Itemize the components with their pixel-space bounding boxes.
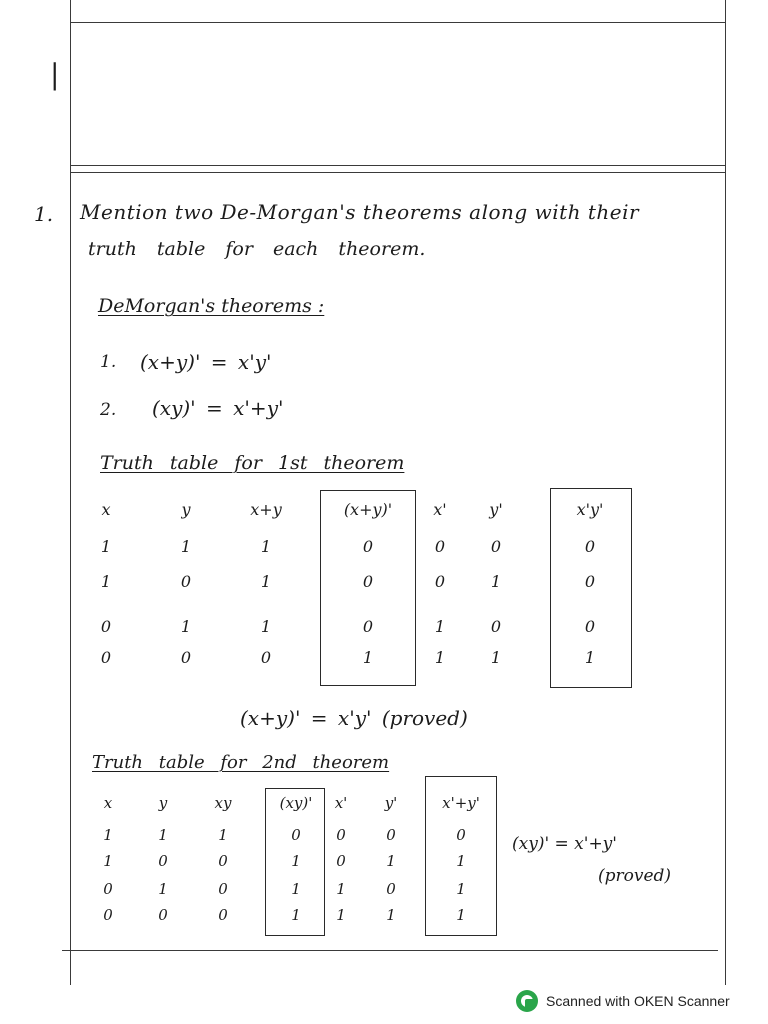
scanner-footer — [516, 990, 730, 1012]
oken-scanner-logo-icon — [516, 990, 538, 1012]
table-1-title: Truth table for 1st theorem — [100, 452, 405, 474]
table1-cell-r4-c7: 1 — [584, 648, 596, 667]
table2-cell-r2-c1: 1 — [103, 852, 113, 870]
table1-header-4: (x+y)' — [343, 500, 393, 519]
table1-cell-r4-c2: 0 — [180, 648, 192, 667]
table1-cell-r4-c3: 0 — [260, 648, 272, 667]
theorem-1-text: (x+y)' = x'y' — [140, 350, 272, 374]
table1-cell-r1-c7: 0 — [584, 537, 596, 556]
table2-cell-r4-c7: 1 — [456, 906, 466, 924]
table1-cell-r1-c6: 0 — [490, 537, 502, 556]
table1-cell-r4-c6: 1 — [490, 648, 502, 667]
table1-cell-r2-c4: 0 — [362, 572, 374, 591]
table2-header-6: y' — [384, 794, 398, 812]
table1-cell-r3-c1: 0 — [100, 617, 112, 636]
table2-header-2: y — [158, 794, 168, 812]
table1-cell-r4-c4: 1 — [362, 648, 374, 667]
table-1-conclusion: (x+y)' = x'y' (proved) — [240, 706, 468, 730]
table2-cell-r4-c3: 0 — [218, 906, 228, 924]
table-2-title: Truth table for 2nd theorem — [92, 752, 390, 773]
table1-cell-r4-c1: 0 — [100, 648, 112, 667]
table1-cell-r3-c6: 0 — [490, 617, 502, 636]
table1-header-2: y — [181, 500, 191, 519]
table1-cell-r3-c4: 0 — [362, 617, 374, 636]
table2-cell-r1-c4: 0 — [291, 826, 301, 844]
table2-cell-r4-c1: 0 — [103, 906, 113, 924]
table-2-proved-note: (proved) — [598, 866, 672, 886]
table1-header-7: x'y' — [576, 500, 604, 519]
table2-cell-r4-c6: 1 — [386, 906, 396, 924]
top-rule-1 — [70, 22, 725, 23]
table1-header-5: x' — [433, 500, 447, 519]
table2-header-4: (xy)' — [279, 794, 313, 812]
page-left-border — [70, 0, 71, 985]
scanner-footer-text: Scanned with OKEN Scanner — [546, 993, 730, 1009]
question-text-line-1: Mention two De-Morgan's theorems along with their — [80, 200, 640, 224]
table2-cell-r4-c2: 0 — [158, 906, 168, 924]
theorems-heading: DeMorgan's theorems : — [98, 295, 325, 317]
top-rule-3 — [70, 172, 725, 173]
bottom-rule — [62, 950, 718, 951]
table1-cell-r3-c3: 1 — [260, 617, 272, 636]
table2-cell-r3-c6: 0 — [386, 880, 396, 898]
table1-cell-r1-c1: 1 — [100, 537, 112, 556]
table2-cell-r1-c2: 1 — [158, 826, 168, 844]
table1-cell-r1-c5: 0 — [434, 537, 446, 556]
table2-cell-r3-c1: 0 — [103, 880, 113, 898]
table2-cell-r4-c4: 1 — [291, 906, 301, 924]
table2-cell-r3-c7: 1 — [456, 880, 466, 898]
table2-cell-r2-c5: 0 — [336, 852, 346, 870]
table1-cell-r2-c3: 1 — [260, 572, 272, 591]
table2-cell-r3-c2: 1 — [158, 880, 168, 898]
theorem-1-number: 1. — [100, 352, 117, 372]
table2-cell-r2-c3: 0 — [218, 852, 228, 870]
margin-stroke: | — [50, 58, 60, 91]
table1-cell-r3-c2: 1 — [180, 617, 192, 636]
table2-cell-r1-c3: 1 — [218, 826, 228, 844]
page-right-border — [725, 0, 726, 985]
table1-header-1: x — [101, 500, 111, 519]
table1-cell-r2-c7: 0 — [584, 572, 596, 591]
table-2-conclusion: (xy)' = x'+y' — [512, 834, 617, 854]
table1-cell-r4-c5: 1 — [434, 648, 446, 667]
question-text-line-2: truth table for each theorem. — [88, 238, 426, 260]
table1-cell-r1-c4: 0 — [362, 537, 374, 556]
table1-cell-r2-c1: 1 — [100, 572, 112, 591]
table1-cell-r2-c6: 1 — [490, 572, 502, 591]
table2-cell-r1-c5: 0 — [336, 826, 346, 844]
table1-header-6: y' — [489, 500, 503, 519]
theorem-2-number: 2. — [100, 400, 117, 420]
table2-cell-r4-c5: 1 — [336, 906, 346, 924]
table1-cell-r1-c3: 1 — [260, 537, 272, 556]
table2-cell-r2-c2: 0 — [158, 852, 168, 870]
theorem-2-text: (xy)' = x'+y' — [152, 396, 284, 420]
table2-cell-r1-c6: 0 — [386, 826, 396, 844]
table1-cell-r1-c2: 1 — [180, 537, 192, 556]
table2-cell-r1-c1: 1 — [103, 826, 113, 844]
table2-cell-r2-c4: 1 — [291, 852, 301, 870]
table2-cell-r3-c5: 1 — [336, 880, 346, 898]
table2-cell-r2-c6: 1 — [386, 852, 396, 870]
table1-header-3: x+y — [250, 500, 282, 519]
table1-cell-r3-c7: 0 — [584, 617, 596, 636]
top-rule-2 — [70, 165, 725, 166]
table2-cell-r3-c3: 0 — [218, 880, 228, 898]
table2-header-3: xy — [214, 794, 232, 812]
table1-cell-r2-c5: 0 — [434, 572, 446, 591]
table2-cell-r2-c7: 1 — [456, 852, 466, 870]
table2-header-1: x — [103, 794, 113, 812]
table2-cell-r1-c7: 0 — [456, 826, 466, 844]
question-number: 1. — [34, 202, 54, 226]
table2-header-5: x' — [334, 794, 348, 812]
table2-cell-r3-c4: 1 — [291, 880, 301, 898]
table1-cell-r2-c2: 0 — [180, 572, 192, 591]
table1-cell-r3-c5: 1 — [434, 617, 446, 636]
table2-header-7: x'+y' — [442, 794, 480, 812]
